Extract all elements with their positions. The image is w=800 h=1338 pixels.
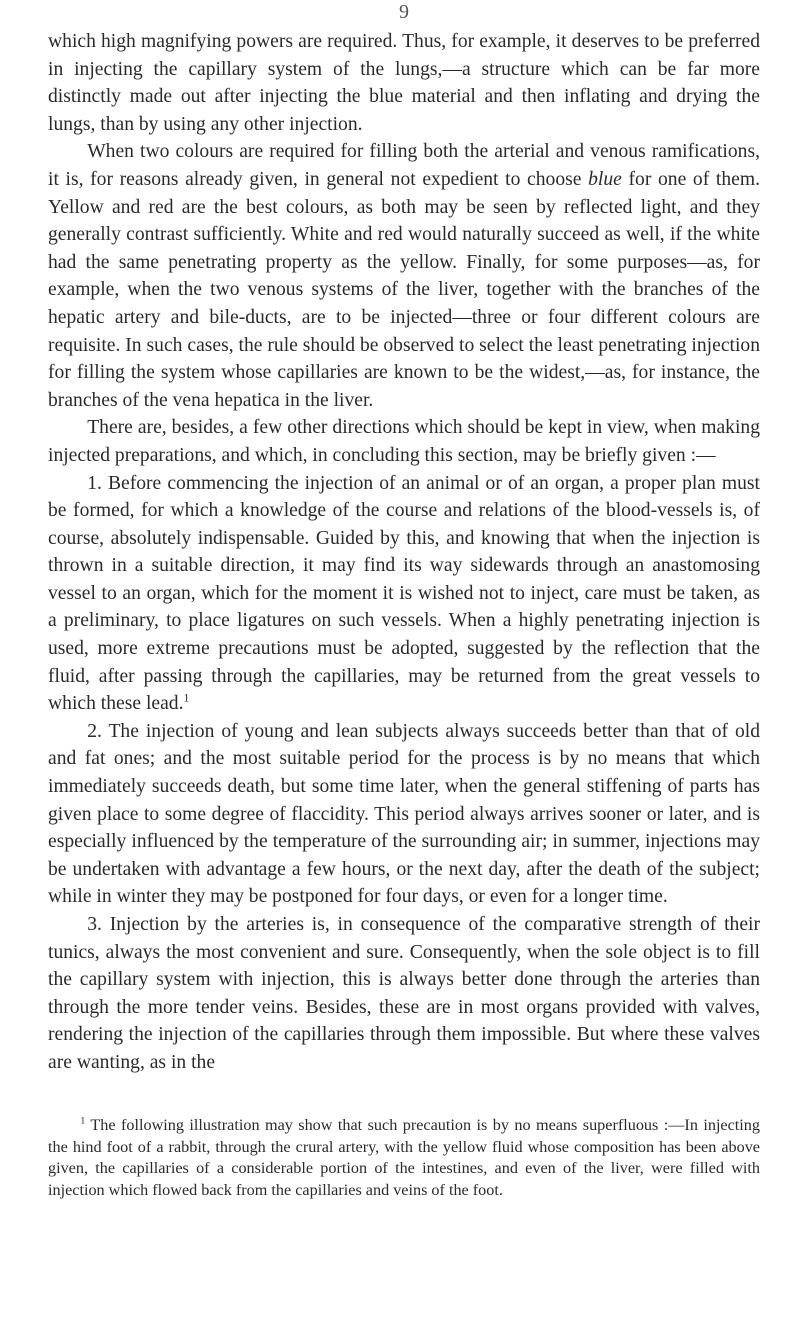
page-number: 9: [399, 1, 409, 23]
paragraph-rule-3: [48, 911, 760, 1077]
paragraph-two-colours: [48, 138, 760, 414]
paragraph-continuation: [48, 28, 760, 138]
paragraph-text-end: for one of them. Yellow and red are the best colours, as both may be seen by reflected light, and they generally contrast sufficiently. White and red would naturally succeed as well, if the white had the same penetrating property as the yellow. Finally, for some purposes—as, for example, when the two venous systems of the liver, together with the branches of the hepatic artery and bile-ducts, are to be injected—three or four different colours are requisite. In such cases, the rule should be observed to select the least penetrating injection for filling the system whose capillaries are known to be the widest,—as, for instance, the branches of the vena hepatica in the liver.: [48, 168, 760, 411]
footnote-marker: 1: [80, 1115, 86, 1127]
paragraph-text-start: When two colours are required for filling both the arterial and venous ramifications, it is, for reasons already given, in general not expedient to choose: [48, 141, 760, 190]
paragraph-directions: [48, 414, 760, 469]
paragraph-rule-2: [48, 718, 760, 911]
paragraph-text: There are, besides, a few other directions which should be kept in view, when making injected preparations, and which, in concluding this section, may be briefly given :—: [48, 417, 760, 466]
paragraph-text: 3. Injection by the arteries is, in consequence of the comparative strength of their tunics, always the most convenient and sure. Consequently, when the sole object is to fill the capillary system with injection, this is always better done through the arteries than through the more tender veins. Besides, these are in most organs provided with valves, rendering the injection of the capillaries through them impossible. But where these valves are wanting, as in the: [48, 914, 760, 1073]
footnote: [48, 1115, 760, 1201]
paragraph-text: 1. Before commencing the injection of an animal or of an organ, a proper plan must be formed, for which a knowledge of the course and relations of the blood-vessels is, of course, absolutely indispensable. Guided by this, and knowing that when the injection is thrown in a suitable direction, it may find its way sidewards through an anastomosing vessel to an organ, which for the moment it is wished not to inject, care must be taken, as a preliminary, to place ligatures on such vessels. When a highly penetrating injection is used, more extreme precautions must be adopted, suggested by the reflection that the fluid, after passing through the capillaries, may be returned from the great vessels to which these lead.: [48, 472, 760, 715]
emphasis-blue: blue: [588, 168, 622, 190]
footnote-reference[interactable]: 1: [183, 691, 190, 705]
footnote-text: The following illustration may show that such precaution is by no means superfluous :—In injecting the hind foot of a rabbit, through the crural artery, with the yellow fluid whose composition has been above given, the capillaries of a considerable portion of the intestines, and even of the liver, were filled with injection which flowed back from the capillaries and veins of the foot.: [48, 1116, 760, 1199]
footnotes: [48, 1115, 760, 1201]
body-text: [48, 28, 760, 1077]
paragraph-text: 2. The injection of young and lean subjects always succeeds better than that of old and fat ones; and the most suitable period for the process is by no means that which immediately succeeds death, but some time later, when the general stiffening of parts has given place to some degree of flaccidity. This period always arrives sooner or later, and is especially influenced by the temperature of the surrounding air; in summer, injections may be undertaken with advantage a few hours, or the next day, after the death of the subject; while in winter they may be postponed for four days, or even for a longer time.: [48, 720, 760, 908]
paragraph-text: which high magnifying powers are required. Thus, for example, it deserves to be preferred in injecting the capillary system of the lungs,—a structure which can be far more distinctly made out after injecting the blue material and then inflating and drying the lungs, than by using any other injection.: [48, 31, 760, 135]
paragraph-rule-1: [48, 470, 760, 718]
